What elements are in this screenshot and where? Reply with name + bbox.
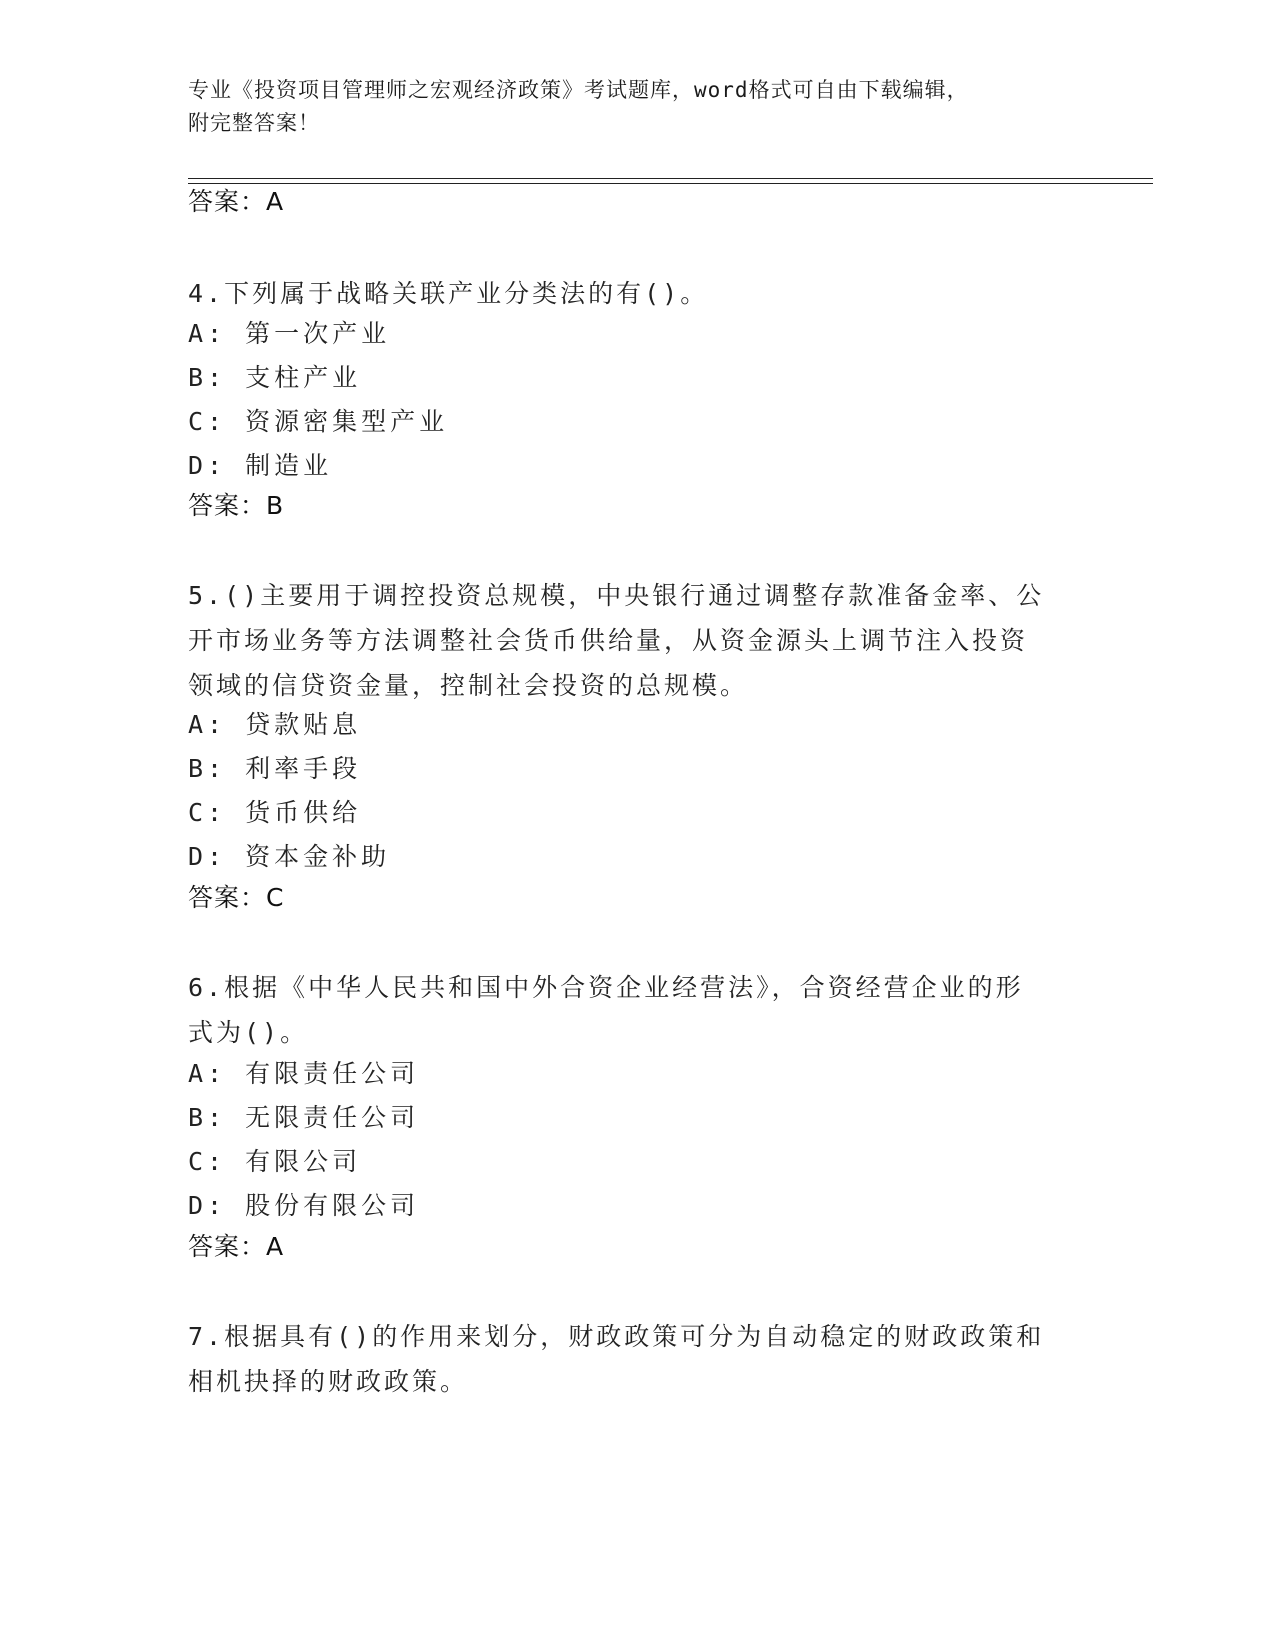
question-text-line-1: 6.根据《中华人民共和国中外合资企业经营法》，合资经营企业的形 xyxy=(188,973,1024,1002)
option-c: C: 货币供给 xyxy=(188,798,362,827)
question-text-line-3: 领域的信贷资金量，控制社会投资的总规模。 xyxy=(188,671,749,700)
option-b: B: 支柱产业 xyxy=(188,363,362,392)
answer-6: 答案：A xyxy=(188,1232,285,1261)
question-4-options xyxy=(188,311,1068,488)
option-d: D: 制造业 xyxy=(188,451,333,480)
question-7 xyxy=(188,1314,1068,1404)
question-text-line-1: 5.()主要用于调控投资总规模，中央银行通过调整存款准备金率、公 xyxy=(188,581,1045,610)
question-text-line-1: 7.根据具有()的作用来划分，财政政策可分为自动稳定的财政政策和 xyxy=(188,1322,1045,1351)
question-5-options xyxy=(188,702,1068,879)
answer-5: 答案：C xyxy=(188,883,285,912)
option-c: C: 有限公司 xyxy=(188,1147,362,1176)
option-a: A: 贷款贴息 xyxy=(188,710,362,739)
option-c: C: 资源密集型产业 xyxy=(188,407,449,436)
document-header xyxy=(188,74,1068,140)
question-text-line-2: 式为()。 xyxy=(188,1018,309,1047)
option-b: B: 无限责任公司 xyxy=(188,1103,420,1132)
answer-4: 答案：B xyxy=(188,491,285,520)
option-a: A: 有限责任公司 xyxy=(188,1059,420,1088)
answer-previous: 答案：A xyxy=(188,187,285,216)
question-4 xyxy=(188,271,1068,316)
question-6 xyxy=(188,965,1068,1055)
question-text-line-2: 相机抉择的财政政策。 xyxy=(188,1367,469,1396)
option-b: B: 利率手段 xyxy=(188,754,362,783)
question-text: 4.下列属于战略关联产业分类法的有()。 xyxy=(188,279,709,308)
option-d: D: 资本金补助 xyxy=(188,842,391,871)
header-divider xyxy=(188,178,1153,179)
header-line-1: 专业《投资项目管理师之宏观经济政策》考试题库，word格式可自由下载编辑， xyxy=(188,78,969,102)
option-d: D: 股份有限公司 xyxy=(188,1191,420,1220)
question-6-options xyxy=(188,1051,1068,1228)
header-line-2: 附完整答案！ xyxy=(188,111,320,135)
question-text-line-2: 开市场业务等方法调整社会货币供给量，从资金源头上调节注入投资 xyxy=(188,626,1029,655)
question-5 xyxy=(188,573,1068,708)
option-a: A: 第一次产业 xyxy=(188,319,391,348)
